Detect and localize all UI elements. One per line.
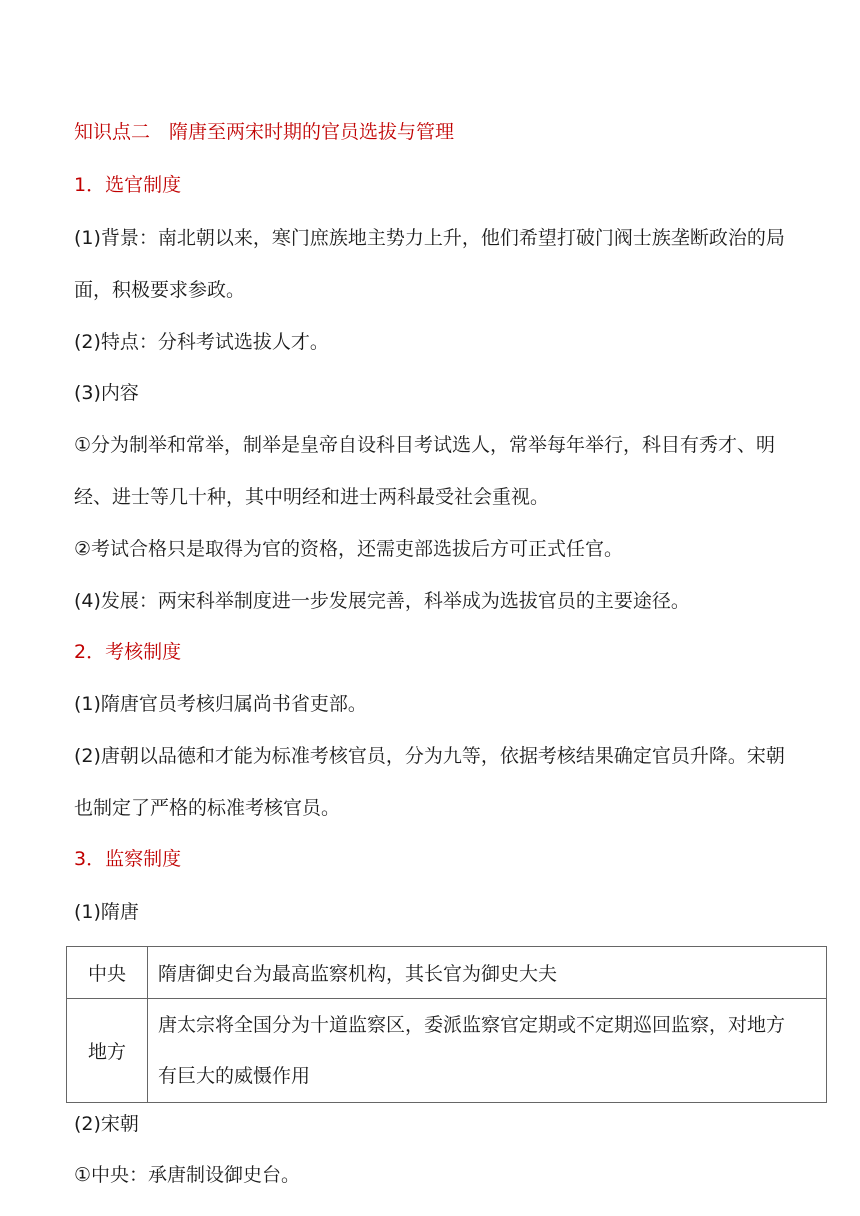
knowledge-point-heading: 知识点二 隋唐至两宋时期的官员选拔与管理: [74, 121, 455, 143]
content-subtitle: (3)内容: [74, 382, 139, 404]
feature-paragraph: (2)特点：分科考试选拔人才。: [74, 331, 329, 353]
local-label: 地方: [87, 1041, 126, 1063]
table-cell-local-content: [148, 999, 827, 1103]
background-paragraph-line2: 面，积极要求参政。: [74, 279, 246, 301]
section-title-assessment: 2．考核制度: [74, 641, 182, 663]
central-content: 隋唐御史台为最高监察机构，其长官为御史大夫: [158, 963, 558, 985]
assessment-paragraph2-line1: (2)唐朝以品德和才能为标准考核官员，分为九等，依据考核结果确定官员升降。宋朝: [74, 745, 785, 767]
development-paragraph: (4)发展：两宋科举制度进一步发展完善，科举成为选拔官员的主要途径。: [74, 590, 690, 612]
content-item2: ②考试合格只是取得为官的资格，还需吏部选拔后方可正式任官。: [74, 538, 624, 560]
sui-tang-subtitle: (1)隋唐: [74, 901, 139, 923]
local-content-line2: 有巨大的威慑作用: [158, 1064, 311, 1087]
central-label: 中央: [87, 963, 126, 985]
assessment-paragraph1: (1)隋唐官员考核归属尚书省吏部。: [74, 693, 367, 715]
song-item1: ①中央：承唐制设御史台。: [74, 1164, 301, 1186]
table-cell-central-content: [148, 947, 827, 999]
table-cell-label-local: [67, 999, 148, 1103]
assessment-paragraph2-line2: 也制定了严格的标准考核官员。: [74, 797, 341, 819]
song-subtitle: (2)宋朝: [74, 1113, 139, 1135]
content-item1-line2: 经、进士等几十种，其中明经和进士两科最受社会重视。: [74, 486, 550, 508]
section-title-supervision: 3．监察制度: [74, 848, 182, 870]
section-title-official-selection: 1．选官制度: [74, 174, 182, 196]
local-content-line1: 唐太宗将全国分为十道监察区，委派监察官定期或不定期巡回监察，对地方: [158, 1013, 786, 1036]
background-paragraph-line1: (1)背景：南北朝以来，寒门庶族地主势力上升，他们希望打破门阀士族垄断政治的局: [74, 227, 785, 249]
table-cell-label-central: [67, 947, 148, 999]
supervision-table: [66, 946, 827, 1103]
content-item1-line1: ①分为制举和常举，制举是皇帝自设科目考试选人，常举每年举行，科目有秀才、明: [74, 434, 776, 456]
table-row: [67, 947, 827, 999]
table-row: [67, 999, 827, 1103]
